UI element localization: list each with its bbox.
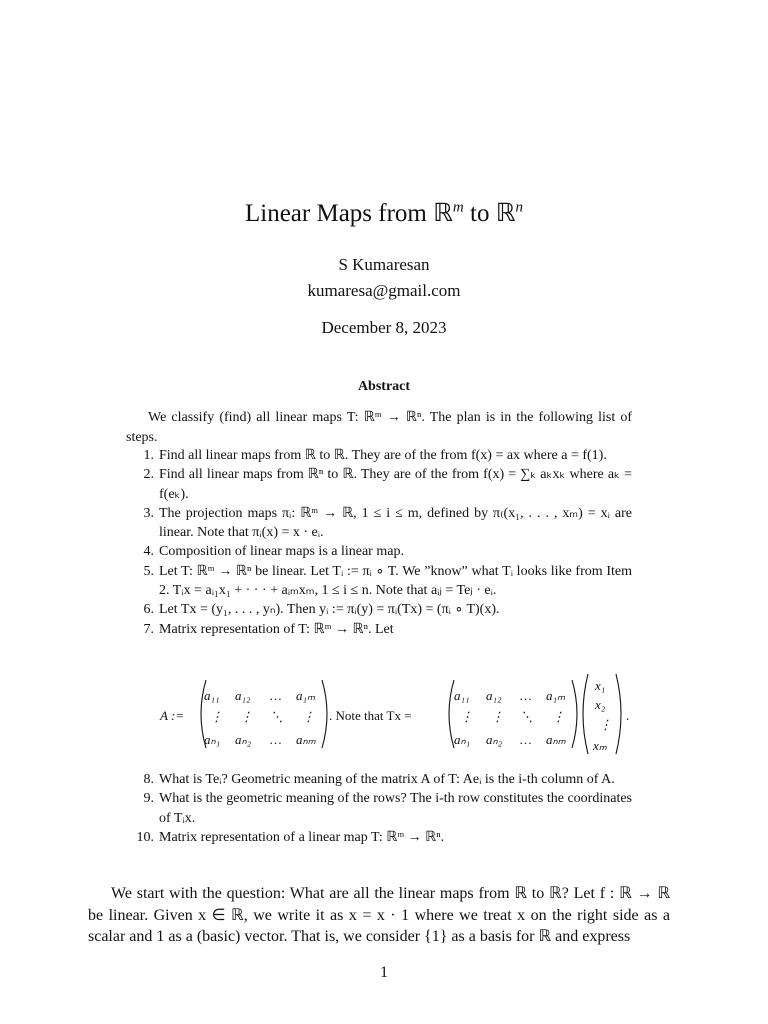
matrix-entry: … (270, 732, 282, 747)
matrix-a-entries (204, 688, 317, 747)
matrix-entry: a₁₂ (486, 688, 502, 703)
matrix-entry: aₙₘ (296, 732, 316, 747)
matrix-entry: ⋮ (460, 709, 473, 724)
list-item (126, 465, 632, 504)
paren-left-3 (583, 674, 588, 754)
item-number: 6. (143, 602, 154, 618)
vector-entry: xₘ (593, 738, 607, 753)
item-number: 8. (143, 772, 154, 787)
matrix-entry: ⋱ (270, 709, 283, 724)
abstract-heading: Abstract (357, 379, 411, 394)
steps-list (126, 446, 632, 639)
list-item (126, 770, 632, 789)
title-sup-n: n (515, 199, 524, 216)
item-text: Matrix representation of T: ℝᵐ → ℝⁿ. Let (159, 621, 394, 637)
matrix-entry: aₙₘ (546, 732, 566, 747)
title-text: Linear Maps from ℝ (244, 200, 453, 227)
matrix-tx-entries (454, 688, 567, 747)
item-text: Let Tx = (y₁, . . . , yₙ). Then yᵢ := πᵢ(y) = πᵢ(Tx) = (πᵢ ∘ T)(x). (159, 602, 500, 618)
paren-right-3 (616, 674, 621, 754)
body-paragraph: We start with the question: What are all the linear maps from ℝ to ℝ? Let f : ℝ → ℝ be linear. Given x ∈ ℝ, we write it as x = x · 1 where we treat x on the right side as a scalar and 1 as a (basic) vector. That is, we consider {1} as a basis for ℝ and express (88, 885, 670, 945)
matrix-entry: … (520, 688, 532, 703)
matrix-entry: ⋮ (210, 709, 223, 724)
matrix-entry: a₁₁ (204, 688, 220, 703)
item-text: Let T: ℝᵐ → ℝⁿ be linear. Let Tᵢ := πᵢ ∘ T. We ”know” what Tᵢ looks like from Item 2. Tᵢx = aᵢ₁x₁ + · · · + aᵢₘxₘ, 1 ≤ i ≤ n. Note that aᵢⱼ = Teⱼ · eᵢ. (159, 563, 632, 599)
matrix-entry: a₁ₘ (546, 688, 566, 703)
matrix-entry: aₙ₂ (235, 732, 252, 747)
matrix-note: . Note that Tx = (329, 708, 412, 723)
page-number: 1 (380, 964, 388, 981)
matrix-entry: a₁₁ (454, 688, 470, 703)
title-sup-m: m (452, 199, 464, 216)
item-number: 3. (143, 505, 154, 521)
item-text: Find all linear maps from ℝ to ℝ. They are of the from f(x) = ax where a = f(1). (159, 448, 607, 463)
list-item (126, 446, 632, 465)
list-item (126, 562, 632, 601)
author-email: kumaresa@gmail.com (307, 281, 461, 300)
list-item (126, 600, 632, 619)
matrix-lhs: A := (160, 708, 185, 723)
matrix-entry: aₙ₁ (204, 732, 221, 747)
item-text: The projection maps πᵢ: ℝᵐ → ℝ, 1 ≤ i ≤ m, defined by π₍(x₁, . . . , xₘ) = xᵢ are linear. Note that πᵢ(x) = x · eᵢ. (159, 505, 632, 541)
item-number: 5. (143, 563, 154, 579)
matrix-entry: … (270, 688, 282, 703)
vector-entry: x₁ (595, 678, 606, 693)
item-number: 7. (143, 621, 154, 637)
item-number: 4. (143, 544, 154, 560)
matrix-entry: ⋮ (552, 709, 565, 724)
matrix-entry: aₙ₂ (486, 732, 503, 747)
steps-list-continued (126, 770, 632, 847)
item-text: What is Teᵢ? Geometric meaning of the matrix A of T: Aeᵢ is the i-th column of A. (159, 772, 615, 787)
item-text: Matrix representation of a linear map T: ℝᵐ → ℝⁿ. (159, 829, 445, 845)
list-item (126, 504, 632, 543)
matrix-entry: a₁ₘ (296, 688, 316, 703)
author-name: S Kumaresan (338, 255, 430, 274)
matrix-equation (126, 672, 632, 756)
matrix-entry: … (520, 732, 532, 747)
matrix-entry: ⋮ (240, 709, 253, 724)
matrix-entry: aₙ₁ (454, 732, 471, 747)
paren-right (322, 680, 327, 748)
item-number: 10. (136, 829, 154, 845)
matrix-entry: ⋮ (491, 709, 504, 724)
title-mid: to ℝ (463, 200, 516, 227)
item-text: What is the geometric meaning of the rows? The i-th row constitutes the coordinates of Tᵢx. (159, 791, 632, 826)
list-item (126, 789, 632, 828)
paper-title (0, 198, 768, 228)
vector-entry: ⋮ (599, 717, 612, 732)
item-text: Composition of linear maps is a linear map. (159, 544, 404, 560)
item-number: 2. (143, 467, 154, 483)
abstract-text: We classify (find) all linear maps T: ℝᵐ → ℝⁿ. The plan is in the following list of steps. (126, 410, 632, 445)
matrix-entry: ⋱ (520, 709, 533, 724)
matrix-end: . (626, 708, 630, 723)
matrix-entry: ⋮ (302, 709, 315, 724)
vector-entry: x₂ (595, 697, 606, 712)
list-item (126, 828, 632, 847)
matrix-entry: a₁₂ (235, 688, 251, 703)
paper-date: December 8, 2023 (321, 318, 447, 337)
item-number: 9. (143, 791, 154, 807)
item-text: Find all linear maps from ℝⁿ to ℝ. They are of the from f(x) = ∑ₖ aₖxₖ where aₖ = f(eₖ). (159, 467, 632, 502)
vector-entries (592, 678, 612, 753)
item-number: 1. (143, 448, 154, 463)
list-item (126, 542, 632, 561)
paren-right-2 (572, 680, 577, 748)
list-item (126, 620, 632, 639)
